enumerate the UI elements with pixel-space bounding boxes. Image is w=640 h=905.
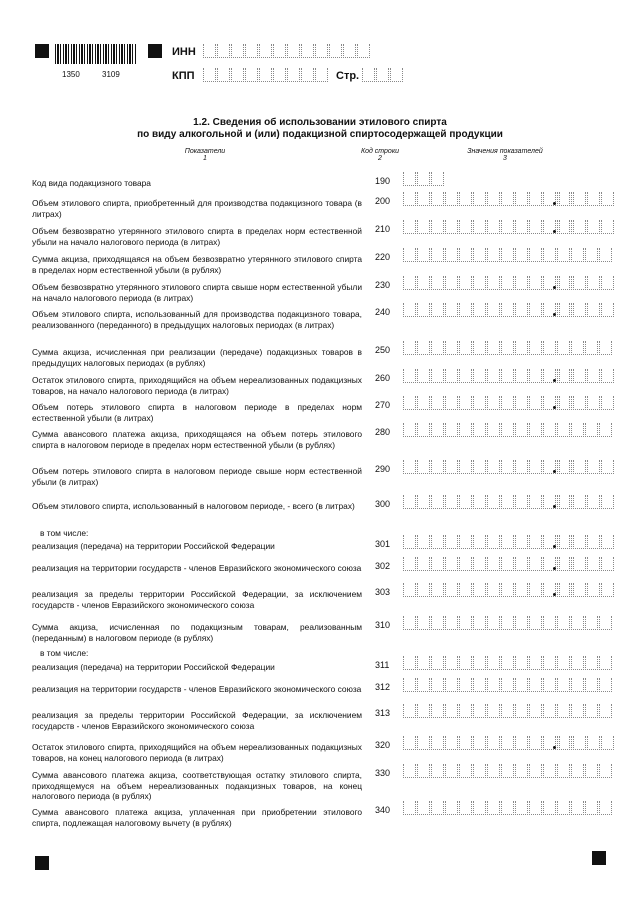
section-title-line2: по виду алкогольной и (или) подакцизной спиртосодержащей продукции [137, 129, 503, 140]
line-code-240: 240 [375, 307, 391, 317]
indicator-text-240: Объем этилового спирта, использованный для производства подакцизного товара, реализованного (переданного) в предыдущих налоговых периодах (в литрах) [32, 309, 362, 330]
value-field-190[interactable] [403, 172, 445, 186]
line-code-312: 312 [375, 682, 391, 692]
indicator-text-303: реализация за пределы территории Российской Федерации, за исключением государств - членов Евразийского экономического союза [32, 589, 362, 610]
section-title-line1: 1.2. Сведения об использовании этилового спирта [193, 117, 447, 128]
value-field-330[interactable] [403, 764, 613, 778]
line-code-220: 220 [375, 252, 391, 262]
line-code-290: 290 [375, 464, 391, 474]
column-header-values: Значения показателей 3 [467, 148, 543, 162]
value-field-340[interactable] [403, 801, 613, 815]
value-fraction-field-303[interactable] [559, 583, 615, 597]
line-code-311: 311 [375, 660, 390, 670]
line-code-190: 190 [375, 176, 391, 186]
line-code-200: 200 [375, 196, 391, 206]
inn-label: ИНН [172, 46, 196, 58]
value-field-270[interactable] [403, 396, 571, 410]
indicator-text-200: Объем этилового спирта, приобретенный для производства подакцизного товара (в литрах) [32, 198, 362, 219]
inn-field[interactable] [203, 44, 371, 58]
line-code-313: 313 [375, 708, 391, 718]
line-code-340: 340 [375, 805, 391, 815]
value-fraction-field-270[interactable] [559, 396, 615, 410]
value-field-260[interactable] [403, 369, 571, 383]
indicator-text-340: Сумма авансового платежа акциза, уплаченная при приобретении этилового спирта, подлежащая налоговому вычету (в рублях) [32, 807, 362, 828]
kpp-field[interactable] [203, 68, 329, 82]
line-code-230: 230 [375, 280, 391, 290]
indicator-text-313: реализация за пределы территории Российской Федерации, за исключением государств - членов Евразийского экономического союза [32, 710, 362, 731]
value-fraction-field-320[interactable] [559, 736, 615, 750]
indicator-text-230: Объем безвозвратно утерянного этилового спирта свыше норм естественной убыли на начало налогового периода (в литрах) [32, 282, 362, 303]
decimal-point [553, 470, 556, 473]
value-field-280[interactable] [403, 423, 613, 437]
decimal-point [553, 286, 556, 289]
value-field-310[interactable] [403, 616, 613, 630]
in-that-number-label-2: в том числе: [40, 648, 89, 658]
line-code-260: 260 [375, 373, 391, 383]
registration-mark-bottom-left [35, 856, 49, 870]
registration-mark-top-right [148, 44, 162, 58]
decimal-point [553, 230, 556, 233]
line-code-303: 303 [375, 587, 391, 597]
indicator-text-280: Сумма авансового платежа акциза, приходящаяся на объем потерь этилового спирта в налоговом периоде в пределах норм естественной убыли (в рублях) [32, 429, 362, 450]
line-code-310: 310 [375, 620, 391, 630]
page-number-field[interactable] [362, 68, 404, 82]
value-fraction-field-290[interactable] [559, 460, 615, 474]
value-fraction-field-200[interactable] [559, 192, 615, 206]
indicator-text-320: Остаток этилового спирта, приходящийся на объем нереализованных подакцизных товаров, на конец налогового периода (в литрах) [32, 742, 362, 763]
value-fraction-field-240[interactable] [559, 303, 615, 317]
column-header-line-code: Код строки 2 [360, 148, 400, 162]
decimal-point [553, 593, 556, 596]
value-field-300[interactable] [403, 495, 571, 509]
indicator-text-311: реализация (передача) на территории Российской Федерации [32, 662, 275, 672]
value-field-230[interactable] [403, 276, 571, 290]
indicator-text-300: Объем этилового спирта, использованный в налоговом периоде, - всего (в литрах) [32, 501, 355, 511]
indicator-text-312: реализация на территории государств - членов Евразийского экономического союза [32, 684, 362, 694]
value-field-301[interactable] [403, 535, 571, 549]
line-code-301: 301 [375, 539, 391, 549]
indicator-text-190: Код вида подакцизного товара [32, 178, 151, 188]
indicator-text-220: Сумма акциза, приходящаяся на объем безвозвратно утерянного этилового спирта в пределах норм естественной убыли (в рублях) [32, 254, 362, 275]
barcode [55, 44, 137, 64]
line-code-302: 302 [375, 561, 391, 571]
value-field-303[interactable] [403, 583, 571, 597]
indicator-text-260: Остаток этилового спирта, приходящийся на объем нереализованных подакцизных товаров, на начало налогового периода (в литрах) [32, 375, 362, 396]
value-fraction-field-210[interactable] [559, 220, 615, 234]
page-label: Стр. [336, 70, 360, 82]
line-code-270: 270 [375, 400, 391, 410]
barcode-number-2: 3109 [102, 70, 120, 79]
value-field-302[interactable] [403, 557, 571, 571]
value-fraction-field-260[interactable] [559, 369, 615, 383]
barcode-number-1: 1350 [62, 70, 80, 79]
indicator-text-210: Объем безвозвратно утерянного этилового спирта в пределах норм естественной убыли на начало налогового периода (в литрах) [32, 226, 362, 247]
value-field-320[interactable] [403, 736, 571, 750]
in-that-number-label-1: в том числе: [40, 528, 89, 538]
line-code-320: 320 [375, 740, 391, 750]
decimal-point [553, 406, 556, 409]
value-fraction-field-302[interactable] [559, 557, 615, 571]
decimal-point [553, 746, 556, 749]
indicator-text-330: Сумма авансового платежа акциза, соответствующая остатку этилового спирта, приходящемуся на объем нереализованных подакцизных товаров, на конец налогового периода (в рублях) [32, 770, 362, 801]
value-field-210[interactable] [403, 220, 571, 234]
decimal-point [553, 545, 556, 548]
kpp-label: КПП [172, 70, 195, 82]
indicator-text-290: Объем потерь этилового спирта в налоговом периоде свыше норм естественной убыли (в литрах) [32, 466, 362, 487]
decimal-point [553, 567, 556, 570]
decimal-point [553, 379, 556, 382]
value-field-311[interactable] [403, 656, 613, 670]
line-code-250: 250 [375, 345, 391, 355]
line-code-330: 330 [375, 768, 391, 778]
decimal-point [553, 505, 556, 508]
column-header-indicators: Показатели 1 [184, 148, 226, 162]
registration-mark-bottom-right [592, 851, 606, 865]
line-code-300: 300 [375, 499, 391, 509]
line-code-210: 210 [375, 224, 391, 234]
indicator-text-310: Сумма акциза, исчисленная по подакцизным товарам, реализованным (переданным) в налоговом периоде (в рублях) [32, 622, 362, 643]
registration-mark-top-left [35, 44, 49, 58]
indicator-text-250: Сумма акциза, исчисленная при реализации (передаче) подакцизных товаров в предыдущих налоговых периодах (в рублях) [32, 347, 362, 368]
line-code-280: 280 [375, 427, 391, 437]
value-field-220[interactable] [403, 248, 613, 262]
indicator-text-302: реализация на территории государств - членов Евразийского экономического союза [32, 563, 362, 573]
value-fraction-field-230[interactable] [559, 276, 615, 290]
value-field-240[interactable] [403, 303, 571, 317]
decimal-point [553, 202, 556, 205]
value-field-200[interactable] [403, 192, 571, 206]
value-fraction-field-300[interactable] [559, 495, 615, 509]
indicator-text-301: реализация (передача) на территории Российской Федерации [32, 541, 275, 551]
indicator-text-270: Объем потерь этилового спирта в налоговом периоде в пределах норм естественной убыли (в литрах) [32, 402, 362, 423]
decimal-point [553, 313, 556, 316]
value-field-250[interactable] [403, 341, 613, 355]
value-field-290[interactable] [403, 460, 571, 474]
value-fraction-field-301[interactable] [559, 535, 615, 549]
value-field-312[interactable] [403, 678, 613, 692]
value-field-313[interactable] [403, 704, 613, 718]
